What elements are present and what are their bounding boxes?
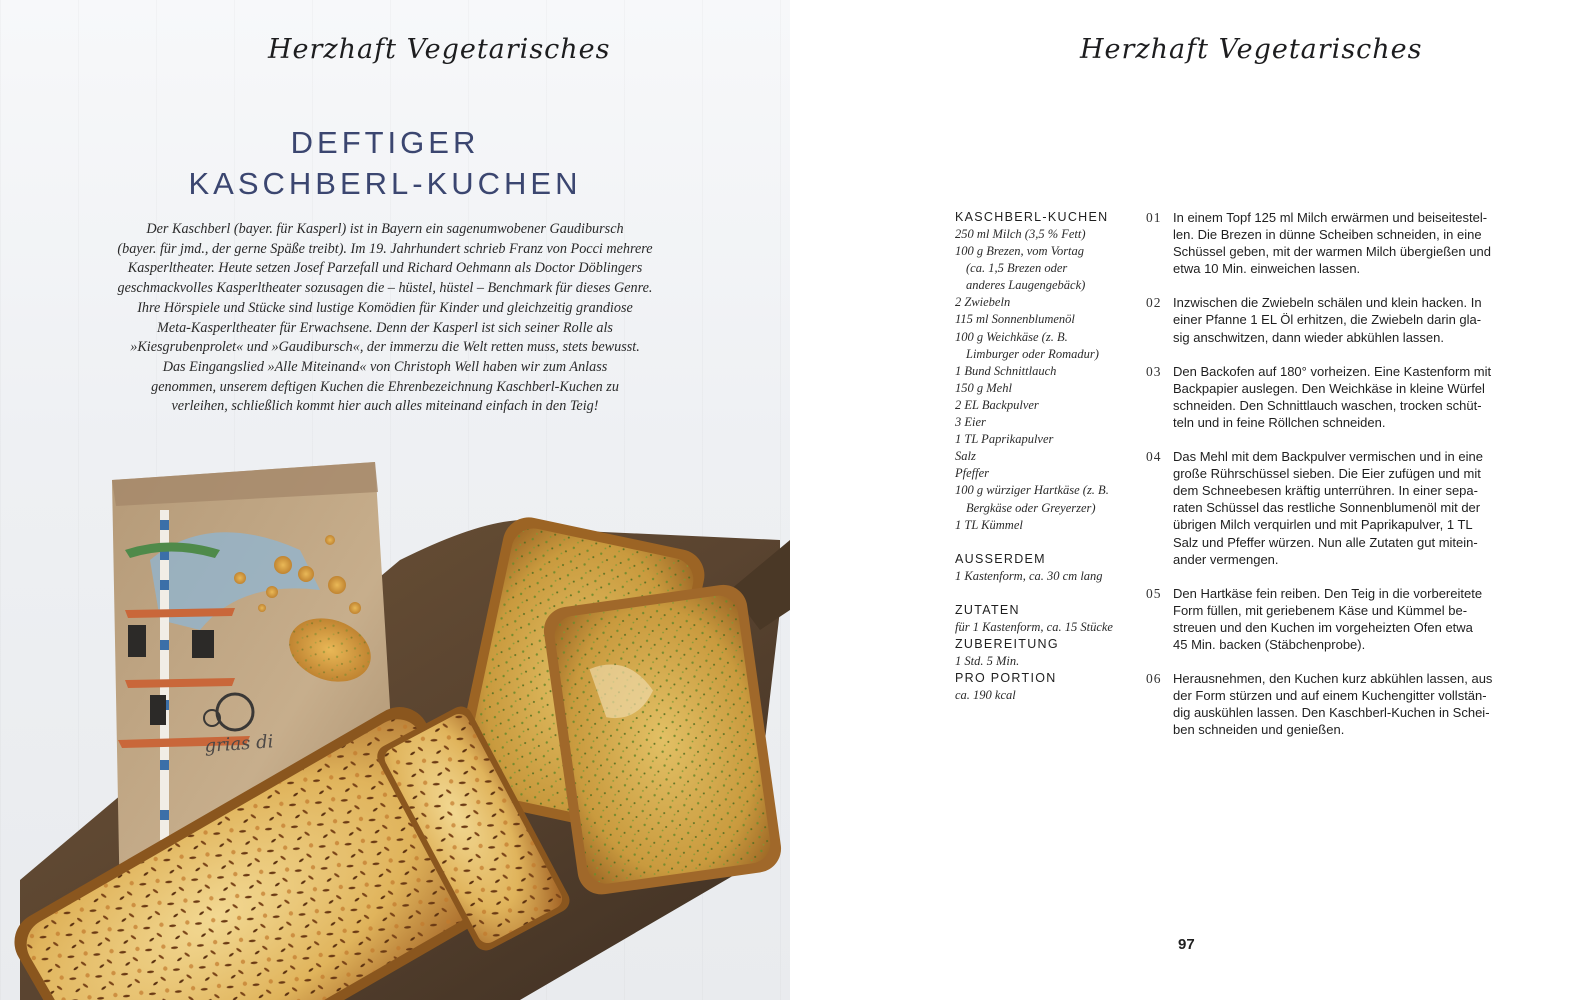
step-line: 45 Min. backen (Stäbchenprobe). [1173, 636, 1366, 652]
step-line: schneiden. Den Schnittlauch waschen, trocken schüt- [1173, 397, 1482, 413]
step-line: sig anschwitzen, dann wieder abkühlen lassen. [1173, 329, 1445, 345]
recipe-title-line: KASCHBERL-KUCHEN [188, 166, 582, 201]
section-label: Herzhaft Vegetarisches [1080, 34, 1423, 65]
step-line: Salz und Pfeffer würzen. Nun alle Zutaten gut mitein- [1173, 534, 1478, 550]
step-number: 04 [1146, 449, 1162, 465]
step-item [1146, 670, 1521, 738]
step-line: dem Schneebesen kräftig unterrühren. In einer sepa- [1173, 483, 1478, 499]
step-line: übrigen Milch verquirlen und mit Paprikapulver, 1 TL [1173, 517, 1473, 533]
step-line: ben schneiden und genießen. [1173, 722, 1345, 738]
step-line: dig auskühlen lassen. Den Kaschberl-Kuchen in Schei- [1173, 705, 1490, 721]
ingredient-item: 100 g Weichkäse (z. B. [955, 329, 1068, 344]
ingredient-item: Pfeffer [955, 466, 990, 481]
ingredients-heading: KASCHBERL-KUCHEN [955, 210, 1109, 224]
intro-paragraph [112, 220, 658, 417]
step-number: 01 [1146, 210, 1162, 225]
step-text [1173, 585, 1521, 653]
step-line: einer Pfanne 1 EL Öl erhitzen, die Zwiebeln darin gla- [1173, 312, 1482, 328]
step-text [1173, 209, 1521, 277]
step-line: Herausnehmen, den Kuchen kurz abkühlen lassen, aus [1173, 671, 1493, 687]
ingredient-item: 100 g würziger Hartkäse (z. B. [955, 483, 1109, 498]
step-line: Backpapier auslegen. Den Weichkäse in kleine Würfel [1173, 380, 1485, 396]
intro-line: Meta-Kasperltheater für Erwachsene. Denn der Kasperl ist sich seiner Rolle als [157, 319, 613, 336]
step-item [1146, 294, 1521, 345]
intro-line: genommen, unserem deftigen Kuchen die Ehrenbezeichnung Kaschberl-Kuchen zu [151, 378, 619, 395]
intro-line: geschmackvolles Kasperltheater sozusagen die – hüstel, hüstel – Benchmark für dieses Genre. [117, 280, 653, 297]
ingredients-column [955, 209, 1140, 704]
left-page [0, 0, 790, 1000]
page-number: 97 [1178, 936, 1195, 953]
zutaten-line: für 1 Kastenform, ca. 15 Stücke [955, 619, 1113, 634]
step-line: Form füllen, mit geriebenem Käse und Kümmel be- [1173, 602, 1468, 618]
ingredient-item: 3 Eier [955, 415, 986, 430]
ingredient-item: anderes Laugengebäck) [966, 278, 1086, 293]
ingredient-item: 115 ml Sonnenblumenöl [955, 312, 1075, 327]
step-number: 03 [1146, 363, 1162, 379]
ingredient-item: 1 TL Paprikapulver [955, 432, 1054, 447]
right-page [790, 0, 1586, 1000]
step-item [1146, 585, 1521, 653]
step-item [1146, 363, 1521, 431]
recipe-title-line: DEFTIGER [290, 125, 480, 160]
ingredient-item: (ca. 1,5 Brezen oder [966, 261, 1068, 276]
ingredient-item: Salz [955, 449, 976, 464]
ingredient-item: Limburger oder Romadur) [966, 346, 1099, 361]
ingredient-item: 2 EL Backpulver [955, 397, 1039, 412]
recipe-title [0, 122, 770, 204]
step-line: etwa 10 Min. einweichen lassen. [1173, 261, 1361, 277]
ingredient-item: 250 ml Milch (3,5 % Fett) [955, 227, 1086, 241]
ingredient-list [955, 226, 1140, 534]
step-line: len. Die Brezen in dünne Scheiben schneiden, in eine [1173, 227, 1482, 243]
step-line: teln und in feine Röllchen schneiden. [1173, 414, 1386, 430]
step-text [1173, 670, 1521, 738]
step-line: große Rührschüssel sieben. Die Eier zufügen und mit [1173, 466, 1481, 482]
step-item [1146, 209, 1521, 277]
step-line: Inzwischen die Zwiebeln schälen und klein hacken. In [1173, 295, 1482, 311]
intro-line: (bayer. für jmd., der gerne Späße treibt). Im 19. Jahrhundert schrieb Franz von Pocci mehrere [117, 240, 653, 257]
step-number: 02 [1146, 295, 1162, 311]
zubereitung-heading: ZUBEREITUNG [955, 636, 1059, 651]
ingredient-item: 100 g Brezen, vom Vortag [955, 244, 1085, 259]
portion-heading: PRO PORTION [955, 670, 1057, 685]
step-line: Den Hartkäse fein reiben. Den Teig in die vorbereitete [1173, 585, 1483, 601]
intro-line: »Kiesgrubenprolet« und »Gaudibursch«, der immerzu die Welt retten muss, stets bewusst. [130, 339, 640, 356]
step-text [1173, 363, 1521, 431]
ingredient-item: 1 Bund Schnittlauch [955, 363, 1057, 378]
bag-text: grias di [203, 731, 275, 757]
step-line: ander vermengen. [1173, 551, 1279, 567]
step-number: 05 [1146, 585, 1162, 601]
intro-line: Der Kaschberl (bayer. für Kasperl) ist in Bayern ein sagenumwobener Gaudibursch [146, 221, 624, 237]
step-item [1146, 448, 1521, 568]
step-line: Schüssel geben, mit der warmen Milch übergießen und [1173, 244, 1491, 260]
intro-line: verleihen, schließlich kommt hier auch alles miteinand einfach in den Teig! [171, 398, 599, 415]
food-photo [0, 440, 790, 1000]
step-number: 06 [1146, 671, 1162, 687]
step-line: In einem Topf 125 ml Milch erwärmen und beiseitestel- [1173, 210, 1488, 225]
ingredient-item: 150 g Mehl [955, 380, 1012, 395]
step-line: streuen und den Kuchen im vorgeheizten Ofen etwa [1173, 619, 1473, 635]
intro-line: Das Eingangslied »Alle Miteinand« von Christoph Well haben wir zum Anlass [162, 358, 608, 375]
intro-line: Kasperltheater. Heute setzen Josef Parzefall und Richard Oehmann als Doctor Döblingers [127, 260, 643, 277]
step-line: der Form stürzen und auf einem Kuchengitter vollstän- [1173, 688, 1487, 704]
preparation-steps [1146, 209, 1521, 755]
ingredient-item: Bergkäse oder Greyerzer) [966, 500, 1096, 515]
step-line: Den Backofen auf 180° vorheizen. Eine Kastenform mit [1173, 363, 1492, 379]
extra-line: 1 Kastenform, ca. 30 cm lang [955, 568, 1103, 583]
zutaten-heading: ZUTATEN [955, 602, 1020, 617]
extra-heading: AUSSERDEM [955, 551, 1046, 566]
ingredient-item: 1 TL Kümmel [955, 517, 1023, 532]
section-label: Herzhaft Vegetarisches [268, 34, 611, 65]
portion-line: ca. 190 kcal [955, 687, 1016, 702]
intro-line: Ihre Hörspiele und Stücke sind lustige Komödien für Kinder und gleichzeitig grandiose [137, 299, 633, 316]
step-text [1173, 448, 1521, 568]
step-line: Das Mehl mit dem Backpulver vermischen und in eine [1173, 449, 1483, 465]
ingredient-item: 2 Zwiebeln [955, 295, 1011, 310]
zubereitung-line: 1 Std. 5 Min. [955, 653, 1020, 668]
step-line: raten Schüssel das restliche Sonnenblumenöl mit der [1173, 500, 1481, 516]
step-text [1173, 294, 1521, 345]
